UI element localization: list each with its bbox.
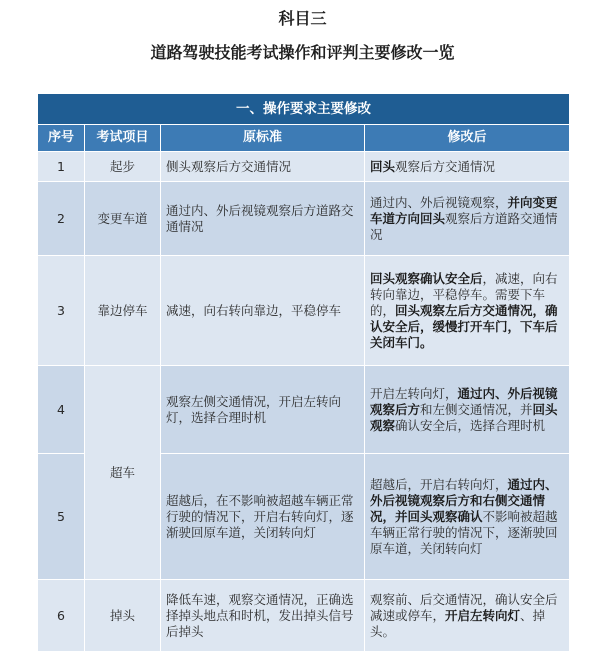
table-row — [38, 182, 570, 256]
row-revised — [365, 256, 570, 366]
row-num: 1 — [38, 152, 85, 182]
row-original: 侧头观察后方交通情况 — [161, 152, 365, 182]
row-item: 掉头 — [85, 580, 161, 652]
revised-text: 通过内、外后视镜观察， — [370, 194, 508, 210]
table-row — [38, 580, 570, 652]
row-revised — [365, 366, 570, 454]
row-revised — [365, 182, 570, 256]
changes-table — [37, 93, 570, 652]
row-original: 降低车速，观察交通情况，正确选择掉头地点和时机，发出掉头信号后掉头 — [161, 580, 365, 652]
row-num: 3 — [38, 256, 85, 366]
row-revised — [365, 454, 570, 580]
revised-text: 观察后方道路交通情况 — [370, 210, 558, 242]
row-original: 减速，向右转向靠边，平稳停车 — [161, 256, 365, 366]
table-row — [38, 152, 570, 182]
section-title: 一、操作要求主要修改 — [38, 94, 570, 125]
revised-text: 开启左转向灯， — [370, 385, 458, 401]
row-item: 起步 — [85, 152, 161, 182]
revised-text: 不影响被超越车辆正常行驶的情况下，逐渐驶回原车道，关闭转向灯 — [370, 508, 558, 556]
column-header-num: 序号 — [38, 125, 85, 152]
revised-text: 和左侧交通情况，并 — [420, 401, 533, 417]
revised-bold-text: 回头观察 — [370, 401, 558, 433]
row-item: 靠边停车 — [85, 256, 161, 366]
column-header-original: 原标准 — [161, 125, 365, 152]
subject-title: 科目三 — [278, 9, 327, 28]
row-num: 2 — [38, 182, 85, 256]
row-original: 超越后，在不影响被超越车辆正常行驶的情况下，开启右转向灯，逐渐驶回原车道，关闭转向灯 — [161, 454, 365, 580]
row-num: 4 — [38, 366, 85, 454]
page-title: 道路驾驶技能考试操作和评判主要修改一览 — [150, 43, 455, 62]
revised-text: 观察后方交通情况 — [395, 158, 496, 174]
row-original: 观察左侧交通情况，开启左转向灯，选择合理时机 — [161, 366, 365, 454]
revised-bold-text: 回头观察确认安全后 — [370, 270, 483, 286]
revised-bold-text: 回头 — [370, 158, 396, 174]
revised-bold-text: 通过内、外后视镜观察后方和右侧交通情况，并回头观察确认 — [370, 476, 558, 524]
revised-bold-text: 通过内、外后视镜观察后方 — [370, 385, 558, 417]
column-header-item: 考试项目 — [85, 125, 161, 152]
row-revised — [365, 152, 570, 182]
row-original: 通过内、外后视镜观察后方道路交通情况 — [161, 182, 365, 256]
revised-bold-text: 回头观察左后方交通情况，确认安全后，缓慢打开车门，下车后关闭车门。 — [370, 302, 558, 350]
row-item: 变更车道 — [85, 182, 161, 256]
revised-text: ，减速，向右转向靠边，平稳停车。需要下车的， — [370, 270, 558, 318]
title-block — [0, 8, 605, 64]
revised-text: 、掉头。 — [370, 607, 546, 639]
table-row — [38, 366, 570, 454]
table-header-row — [38, 125, 570, 152]
row-num: 6 — [38, 580, 85, 652]
row-revised — [365, 580, 570, 652]
revised-text: 超越后，开启右转向灯， — [370, 476, 508, 492]
row-item: 超车 — [85, 366, 161, 580]
revised-bold-text: 开启左转向灯 — [445, 607, 521, 623]
row-num: 5 — [38, 454, 85, 580]
table-row — [38, 256, 570, 366]
revised-text: 观察前、后交通情况，确认安全后减速或停车， — [370, 591, 558, 623]
column-header-revised: 修改后 — [365, 125, 570, 152]
revised-text: 确认安全后，选择合理时机 — [395, 417, 546, 433]
revised-bold-text: 并向变更车道方向回头 — [370, 194, 558, 226]
